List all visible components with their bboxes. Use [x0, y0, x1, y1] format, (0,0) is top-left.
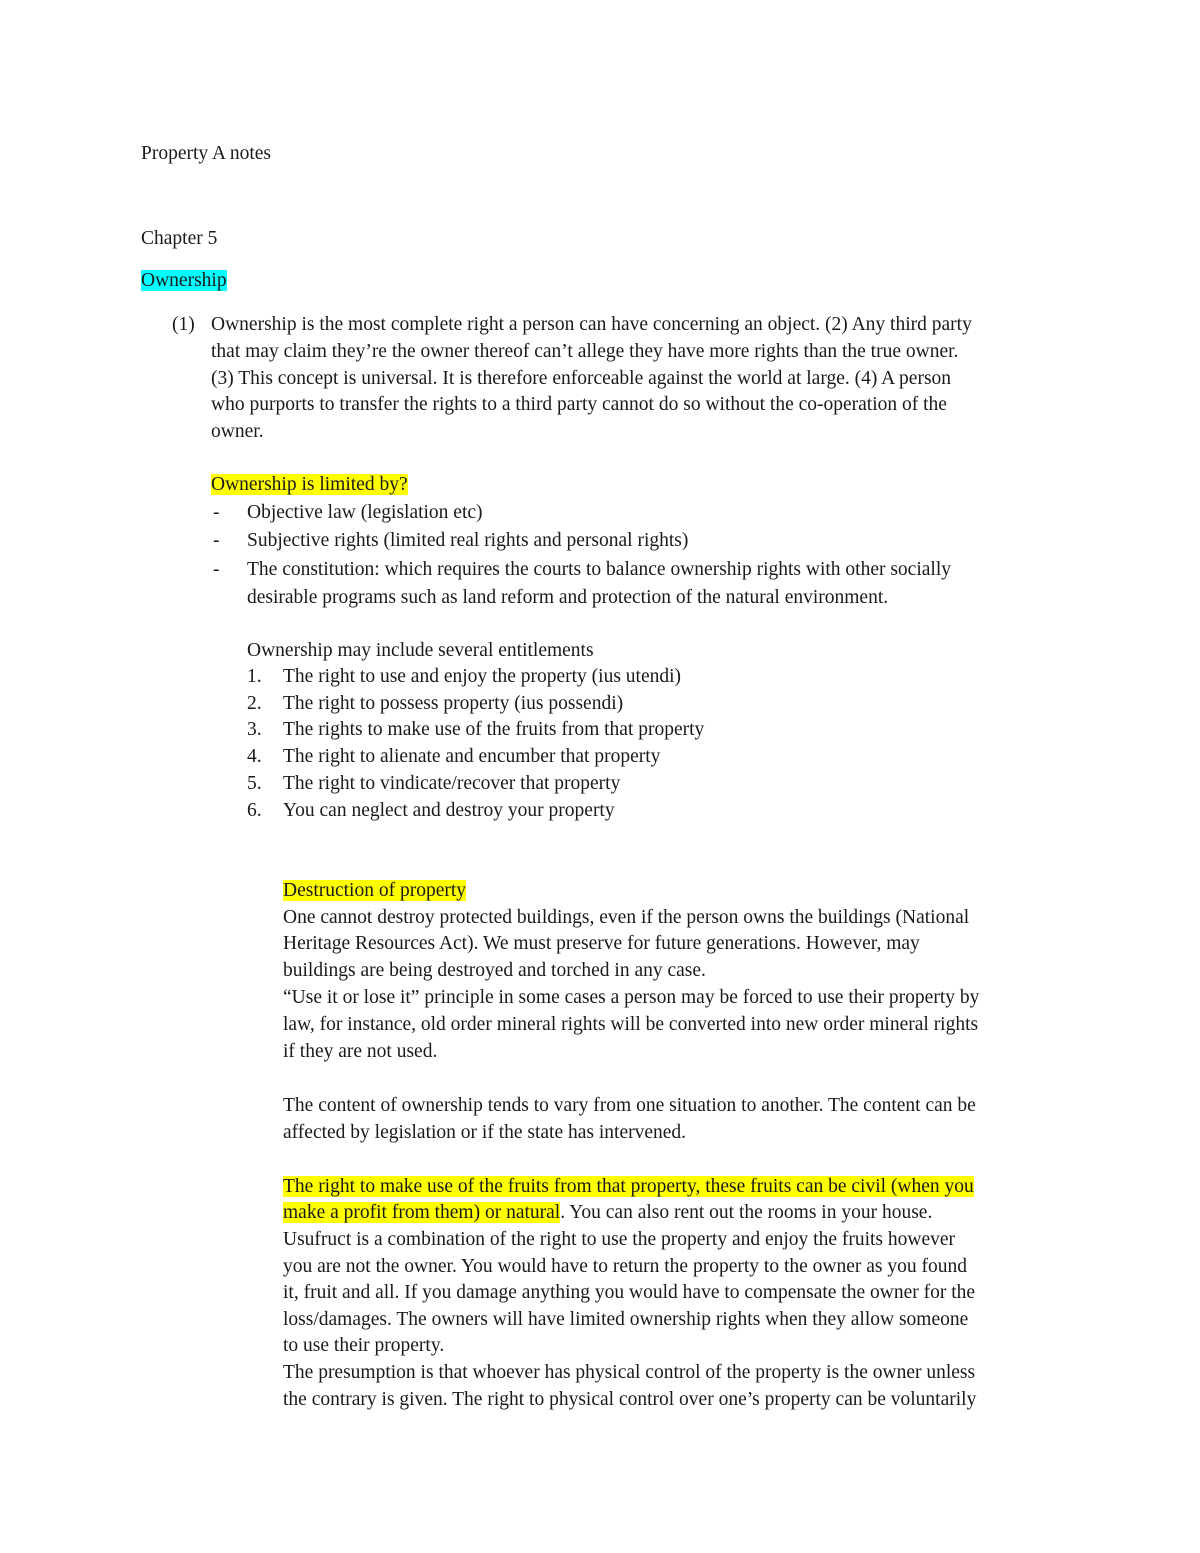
para-line: owner. — [211, 421, 264, 442]
destruction-highlight: Destruction of property — [283, 880, 467, 901]
entitlement-item: The right to possess property (ius possendi) — [283, 693, 624, 714]
fruits-line: the contrary is given. The right to physical control over one’s property can be voluntarily — [283, 1389, 977, 1410]
fruits-line — [283, 1174, 974, 1201]
document-title: Property A notes — [141, 143, 271, 164]
entitlement-number: 4. — [247, 746, 262, 767]
fruits-highlight: make a profit from them) or natural — [283, 1202, 561, 1223]
fruits-line: The presumption is that whoever has physical control of the property is the owner unless — [283, 1362, 976, 1383]
entitlements-intro: Ownership may include several entitlements — [247, 640, 594, 661]
limited-by-heading — [211, 472, 408, 499]
destruction-line: buildings are being destroyed and torched in any case. — [283, 960, 706, 981]
limited-by-item: Objective law (legislation etc) — [247, 502, 483, 523]
fruits-line: it, fruit and all. If you damage anything you would have to compensate the owner for the — [283, 1282, 976, 1303]
entitlement-item: You can neglect and destroy your property — [283, 800, 615, 821]
para-line: Ownership is the most complete right a person can have concerning an object. (2) Any third party — [211, 314, 972, 335]
entitlement-number: 3. — [247, 719, 262, 740]
fruits-line — [283, 1200, 932, 1227]
para-line: (3) This concept is universal. It is therefore enforceable against the world at large. (4) A person — [211, 368, 952, 389]
chapter-heading: Chapter 5 — [141, 228, 218, 249]
para-line: that may claim they’re the owner thereof can’t allege they have more rights than the true owner. — [211, 341, 959, 362]
para-marker: (1) — [172, 314, 195, 335]
section-heading — [141, 268, 227, 295]
bullet-marker: - — [213, 530, 220, 551]
limited-by-highlight: Ownership is limited by? — [211, 474, 408, 495]
bullet-marker: - — [213, 502, 220, 523]
ownership-heading-highlight: Ownership — [141, 270, 227, 291]
content-line: affected by legislation or if the state has intervened. — [283, 1122, 687, 1143]
destruction-line: Heritage Resources Act). We must preserve for future generations. However, may — [283, 933, 920, 954]
fruits-line: to use their property. — [283, 1335, 445, 1356]
entitlement-number: 6. — [247, 800, 262, 821]
fruits-line: you are not the owner. You would have to return the property to the owner as you found — [283, 1256, 967, 1277]
destruction-line: One cannot destroy protected buildings, even if the person owns the buildings (National — [283, 907, 970, 928]
destruction-heading — [283, 878, 466, 905]
entitlement-item: The right to alienate and encumber that property — [283, 746, 661, 767]
entitlement-item: The right to use and enjoy the property (ius utendi) — [283, 666, 682, 687]
entitlement-number: 5. — [247, 773, 262, 794]
content-line: The content of ownership tends to vary from one situation to another. The content can be — [283, 1095, 976, 1116]
entitlement-number: 1. — [247, 666, 262, 687]
fruits-line-rest: . You can also rent out the rooms in your house. — [560, 1202, 933, 1223]
entitlement-number: 2. — [247, 693, 262, 714]
fruits-highlight: The right to make use of the fruits from that property, these fruits can be civil (when you — [283, 1176, 974, 1197]
para-line: who purports to transfer the rights to a third party cannot do so without the co-operation of the — [211, 394, 947, 415]
destruction-line: law, for instance, old order mineral rights will be converted into new order mineral rights — [283, 1014, 979, 1035]
entitlement-item: The rights to make use of the fruits from that property — [283, 719, 705, 740]
destruction-line: “Use it or lose it” principle in some cases a person may be forced to use their property by — [283, 987, 980, 1008]
fruits-line: loss/damages. The owners will have limited ownership rights when they allow someone — [283, 1309, 969, 1330]
bullet-marker: - — [213, 559, 220, 580]
fruits-line: Usufruct is a combination of the right to use the property and enjoy the fruits however — [283, 1229, 956, 1250]
destruction-line: if they are not used. — [283, 1041, 438, 1062]
limited-by-item-continuation: desirable programs such as land reform and protection of the natural environment. — [247, 587, 889, 608]
limited-by-item: Subjective rights (limited real rights and personal rights) — [247, 530, 689, 551]
limited-by-item: The constitution: which requires the courts to balance ownership rights with other socially — [247, 559, 951, 580]
entitlement-item: The right to vindicate/recover that property — [283, 773, 621, 794]
